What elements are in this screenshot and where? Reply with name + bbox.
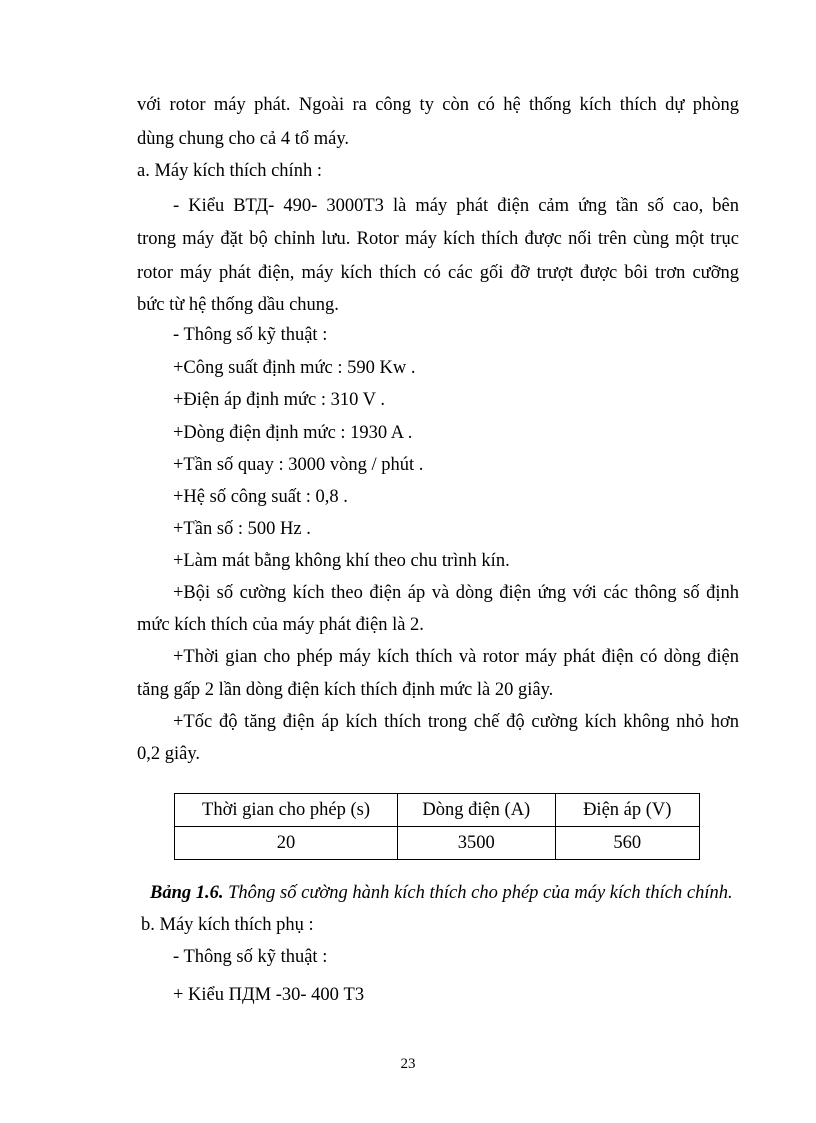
table-cell: 560 [555,827,700,860]
table-header-cell: Thời gian cho phép (s) [175,794,398,827]
spec-item: +Thời gian cho phép máy kích thích và rotor máy phát điện có dòng điện [173,647,739,667]
section-heading: a. Máy kích thích chính : [137,161,322,181]
spec-item: +Điện áp định mức : 310 V . [173,390,385,410]
table-header-cell: Dòng điện (A) [398,794,555,827]
caption-label: Bảng 1.6. [150,883,224,903]
table-header-row [175,794,700,827]
section-heading: b. Máy kích thích phụ : [141,915,314,935]
paragraph-line: - Kiểu ВТД- 490- 3000Т3 là máy phát điện cảm ứng tần số cao, bên [173,196,739,216]
table-row [175,827,700,860]
paragraph-line: mức kích thích của máy phát điện là 2. [137,615,424,635]
spec-item: + Kiểu ПДМ -30- 400 Т3 [173,985,365,1005]
table-header-cell: Điện áp (V) [555,794,700,827]
page-number: 23 [400,1056,416,1072]
table-cell: 3500 [398,827,555,860]
spec-item: +Hệ số công suất : 0,8 . [173,487,348,507]
spec-item: +Làm mát bằng không khí theo chu trình kín. [173,551,510,571]
table-cell: 20 [175,827,398,860]
spec-item: +Tần số quay : 3000 vòng / phút . [173,455,424,475]
excitation-table [174,793,700,860]
spec-item: +Bội số cường kích theo điện áp và dòng điện ứng với các thông số định [173,583,739,603]
paragraph-line: dùng chung cho cả 4 tổ máy. [137,129,350,149]
paragraph-line: tăng gấp 2 lần dòng điện kích thích định mức là 20 giây. [137,680,554,700]
spec-item: +Tần số : 500 Hz . [173,519,311,539]
paragraph-line: rotor máy phát điện, máy kích thích có các gối đỡ trượt được bôi trơn cưỡng [137,263,739,283]
paragraph-line: bức từ hệ thống dầu chung. [137,295,339,315]
subheading: - Thông số kỹ thuật : [173,947,328,967]
spec-item: +Tốc độ tăng điện áp kích thích trong chế độ cường kích không nhỏ hơn [173,712,739,732]
table-caption [150,881,733,905]
subheading: - Thông số kỹ thuật : [173,325,328,345]
paragraph-line: trong máy đặt bộ chỉnh lưu. Rotor máy kích thích được nối trên cùng một trục [137,229,739,249]
spec-item: +Dòng điện định mức : 1930 A . [173,423,413,443]
spec-item: +Công suất định mức : 590 Kw . [173,358,416,378]
caption-text: Thông số cường hành kích thích cho phép của máy kích thích chính. [223,883,733,903]
paragraph-line: 0,2 giây. [137,744,201,764]
paragraph-line: với rotor máy phát. Ngoài ra công ty còn có hệ thống kích thích dự phòng [137,95,739,115]
